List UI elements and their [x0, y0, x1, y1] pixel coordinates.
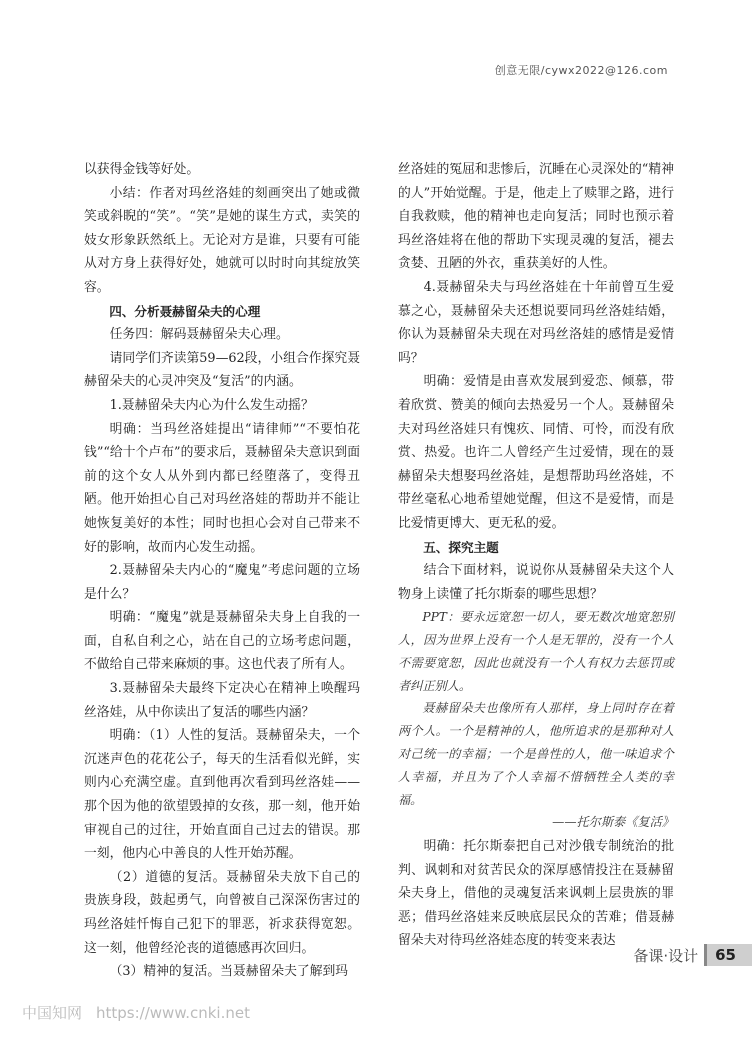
question: 2.聂赫留朵夫内心的“魔鬼”考虑问题的立场是什么？ [84, 563, 360, 602]
page-number: 65 [704, 944, 752, 966]
question: 1.聂赫留朵夫内心为什么发生动摇？ [109, 397, 314, 413]
question: 3.聂赫留朵夫最终下定决心在精神上唤醒玛丝洛娃，从中你读出了复活的哪些内涵？ [84, 681, 360, 720]
section-heading: 四、分析聂赫留朵夫的心理 [109, 303, 261, 319]
paragraph: 明确：当玛丝洛娃提出“请律师”“不要怕花钱”“给十个卢布”的要求后，聂赫留朵夫意识到面前的这个女人从外到内都已经堕落了，变得丑陋。他开始担心自己对玛丝洛娃的帮助并不能让她恢复美好的本性；同时也担心会对自己带来不好的影响，故而内心发生动摇。 [84, 421, 360, 555]
ppt-quote: PPT：要永远宽恕一切人，要无数次地宽恕别人，因为世界上没有一个人是无罪的，没有一个人不需要宽恕，因此也就没有一个人有权力去惩罚或者纠正别人。 [398, 610, 674, 693]
paragraph: （3）精神的复活。当聂赫留朵夫了解到玛 [109, 964, 349, 980]
paragraph: 明确：“魔鬼”就是聂赫留朵夫身上自我的一面，自私自利之心，站在自己的立场考虑问题，不做给自己带来麻烦的事。这也代表了所有人。 [84, 610, 360, 673]
watermark-site: 中国知网 [22, 1004, 83, 1022]
header-email-tag: 创意无限/cywx2022@126.com [494, 64, 668, 77]
book-quote: 聂赫留朵夫也像所有人那样，身上同时存在着两个人。一个是精神的人，他所追求的是那种对人对己统一的幸福；一个是兽性的人，他一味追求个人幸福，并且为了个人幸福不惜牺牲全人类的幸福。 [398, 701, 674, 807]
watermark-url: https://www.cnki.net [96, 1004, 250, 1022]
page-footer [633, 944, 752, 966]
left-column [84, 158, 360, 984]
section-heading: 五、探究主题 [423, 539, 499, 555]
column-label: 备课·设计 [633, 946, 699, 965]
paragraph: 明确：爱情是由喜欢发展到爱恋、倾慕，带着欣赏、赞美的倾向去热爱另一个人。聂赫留朵夫对玛丝洛娃只有愧疚、同情、可怜，而没有欣赏、热爱。也许二人曾经产生过爱情，现在的聂赫留朵夫想娶玛丝洛娃，是想帮助玛丝洛娃，不带丝毫私心地希望她觉醒，但这不是爱情，而是比爱情更博大、更无私的爱。 [398, 374, 674, 531]
paragraph: 小结：作者对玛丝洛娃的刻画突出了她或微笑或斜睨的“笑”。“笑”是她的谋生方式，卖笑的妓女形象跃然纸上。无论对方是谁，只要有可能从对方身上获得好处，她就可以时时向其绽放笑容。 [84, 185, 360, 295]
paragraph: （2）道德的复活。聂赫留朵夫放下自己的贵族身段，鼓起勇气，向曾被自己深深伤害过的玛丝洛娃忏悔自己犯下的罪恶，祈求获得宽恕。这一刻，他曾经沦丧的道德感再次回归。 [84, 869, 360, 956]
cnki-watermark [22, 1002, 250, 1023]
question: 4.聂赫留朵夫与玛丝洛娃在十年前曾互生爱慕之心，聂赫留朵夫还想说要同玛丝洛娃结婚，你认为聂赫留朵夫现在对玛丝洛娃的感情是爱情吗？ [398, 279, 674, 366]
paragraph: 以获得金钱等好处。 [84, 162, 200, 177]
right-column [398, 158, 674, 953]
paragraph: 请同学们齐读第59—62段，小组合作探究聂赫留朵夫的心灵冲突及“复活”的内涵。 [84, 350, 360, 390]
paragraph: 任务四：解码聂赫留朵夫心理。 [109, 327, 289, 343]
quote-source: ——托尔斯泰《复活》 [552, 815, 674, 830]
paragraph: 结合下面材料，说说你从聂赫留朵夫这个人物身上读懂了托尔斯泰的哪些思想？ [398, 563, 674, 602]
paragraph: 明确：托尔斯泰把自己对沙俄专制统治的批判、讽刺和对贫苦民众的深厚感情投注在聂赫留朵夫身上，借他的灵魂复活来讽刺上层贵族的罪恶；借玛丝洛娃来反映底层民众的苦难；借聂赫留朵夫对待玛丝洛娃态度的转变来表达 [398, 839, 674, 949]
paragraph: 明确：（1）人性的复活。聂赫留朵夫，一个沉迷声色的花花公子，每天的生活看似光鲜，实则内心充满空虚。直到他再次看到玛丝洛娃——那个因为他的欲望毁掉的女孩，那一刻，他开始审视自己的过往，开始直面自己过去的错误。那一刻，他内心中善良的人性开始苏醒。 [84, 728, 360, 862]
paragraph: 丝洛娃的冤屈和悲惨后，沉睡在心灵深处的“精神的人”开始觉醒。于是，他走上了赎罪之路，进行自我救赎，他的精神也走向复活；同时也预示着玛丝洛娃将在他的帮助下实现灵魂的复活，褪去贪婪、丑陋的外衣，重获美好的人性。 [398, 162, 674, 272]
